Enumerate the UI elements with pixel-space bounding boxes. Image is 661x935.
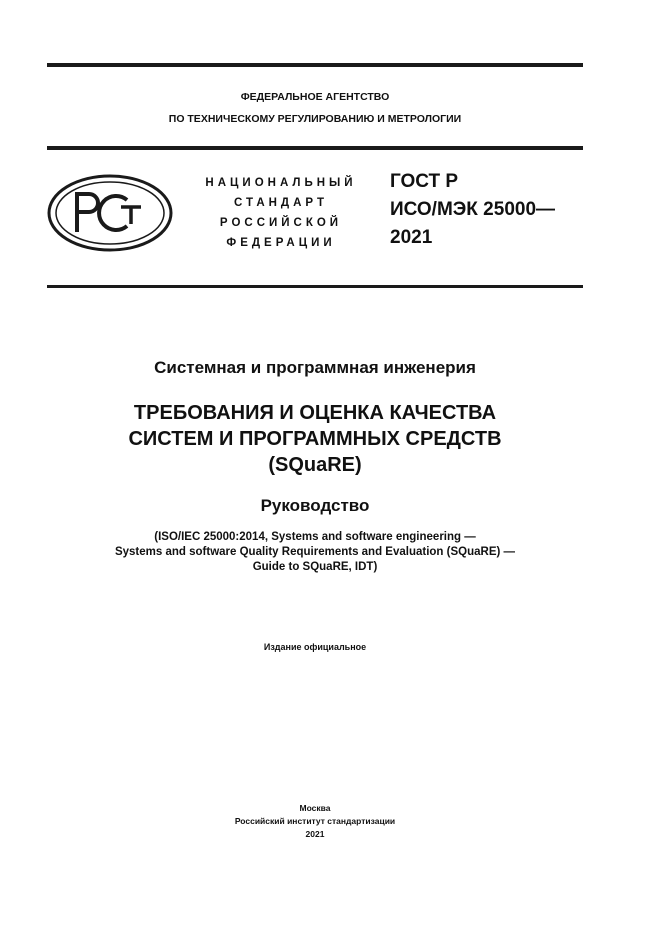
part-title: Руководство <box>260 496 370 515</box>
national-standard-line-2: СТАНДАРТ <box>234 197 328 209</box>
designation-line-2: ИСО/МЭК 25000— <box>390 199 556 220</box>
publisher-institute: Российский институт стандартизации <box>234 816 396 826</box>
original-line-3: Guide to SQuaRE, IDT) <box>252 561 378 573</box>
original-line-1: (ISO/IEC 25000:2014, Systems and software engineering — <box>154 531 476 543</box>
designation-line-1: ГОСТ Р <box>390 171 459 192</box>
publisher-year: 2021 <box>305 829 325 839</box>
main-title <box>40 400 590 478</box>
main-title-line-1: ТРЕБОВАНИЯ И ОЦЕНКА КАЧЕСТВА <box>133 402 497 424</box>
original-standard-reference <box>40 530 590 575</box>
agency-line-2: ПО ТЕХНИЧЕСКОМУ РЕГУЛИРОВАНИЮ И МЕТРОЛОГИИ <box>168 113 462 125</box>
subject-title: Системная и программная инженерия <box>154 358 476 377</box>
standard-designation <box>390 168 555 252</box>
publisher-block <box>40 802 590 841</box>
national-standard-label <box>188 173 374 253</box>
edition-label: Издание официальное <box>263 642 367 652</box>
header-rule <box>47 146 583 150</box>
national-standard-line-4: ФЕДЕРАЦИИ <box>226 237 336 249</box>
national-standard-line-1: НАЦИОНАЛЬНЫЙ <box>205 177 357 189</box>
main-title-line-2: СИСТЕМ И ПРОГРАММНЫХ СРЕДСТВ <box>128 428 502 450</box>
title-block-rule <box>47 285 583 288</box>
gost-r-logo-icon <box>47 174 173 252</box>
top-rule <box>47 63 583 67</box>
publisher-city: Москва <box>299 803 331 813</box>
main-title-line-3: (SQuaRE) <box>268 454 362 476</box>
agency-line-1: ФЕДЕРАЛЬНОЕ АГЕНТСТВО <box>240 91 390 103</box>
original-line-2: Systems and software Quality Requirements and Evaluation (SQuaRE) — <box>114 546 516 558</box>
designation-line-3: 2021 <box>390 227 433 248</box>
national-standard-line-3: РОССИЙСКОЙ <box>219 217 343 229</box>
